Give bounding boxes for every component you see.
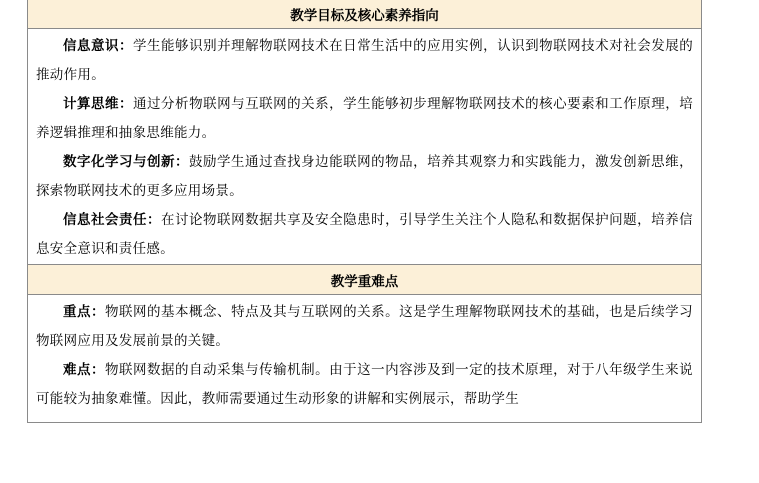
term-label: 数字化学习与创新 [63, 154, 176, 170]
paragraph-text: 物联网数据的自动采集与传输机制。由于这一内容涉及到一定的技术原理，对于八年级学生来说可能较为抽象难懂。因此，教师需要通过生动形象的讲解和实例展示，帮助学生 [36, 362, 693, 407]
paragraph-information-awareness [36, 32, 693, 90]
section-title-key-points: 教学重难点 [330, 273, 399, 290]
term-separator: ： [119, 38, 134, 54]
paragraph-text: 鼓励学生通过查找身边能联网的物品，培养其观察力和实践能力，激发创新思维，探索物联网技术的更多应用场景。 [36, 154, 693, 199]
section-header-objectives [28, 0, 701, 29]
term-separator: ： [91, 362, 106, 378]
term-label: 信息社会责任 [63, 212, 148, 228]
term-separator: ： [147, 212, 162, 228]
paragraph-social-responsibility [36, 206, 693, 264]
paragraph-text: 通过分析物联网与互联网的关系，学生能够初步理解物联网技术的核心要素和工作原理，培养逻辑推理和抽象思维能力。 [36, 96, 694, 141]
paragraph-key-point [36, 298, 693, 356]
term-separator: ： [119, 96, 134, 112]
section-body-objectives [28, 29, 701, 264]
paragraph-text: 学生能够识别并理解物联网技术在日常生活中的应用实例，认识到物联网技术对社会发展的推动作用。 [36, 38, 694, 83]
paragraph-difficult-point [36, 356, 693, 414]
term-label: 信息意识 [63, 38, 120, 54]
paragraph-digital-learning [36, 148, 693, 206]
section-header-key-points [28, 264, 701, 295]
paragraph-text: 物联网的基本概念、特点及其与互联网的关系。这是学生理解物联网技术的基础，也是后续学习物联网应用及发展前景的关键。 [36, 304, 693, 349]
term-label: 重点 [63, 304, 92, 320]
section-title-objectives: 教学目标及核心素养指向 [290, 8, 439, 24]
paragraph-text: 在讨论物联网数据共享及安全隐患时，引导学生关注个人隐私和数据保护问题，培养信息安全意识和责任感。 [36, 212, 693, 257]
paragraph-computational-thinking [36, 90, 693, 148]
lesson-plan-table [27, 0, 702, 423]
term-separator: ： [175, 154, 190, 170]
term-label: 难点 [63, 362, 92, 378]
section-body-key-points [28, 295, 701, 422]
term-separator: ： [91, 304, 106, 320]
term-label: 计算思维 [63, 96, 120, 112]
